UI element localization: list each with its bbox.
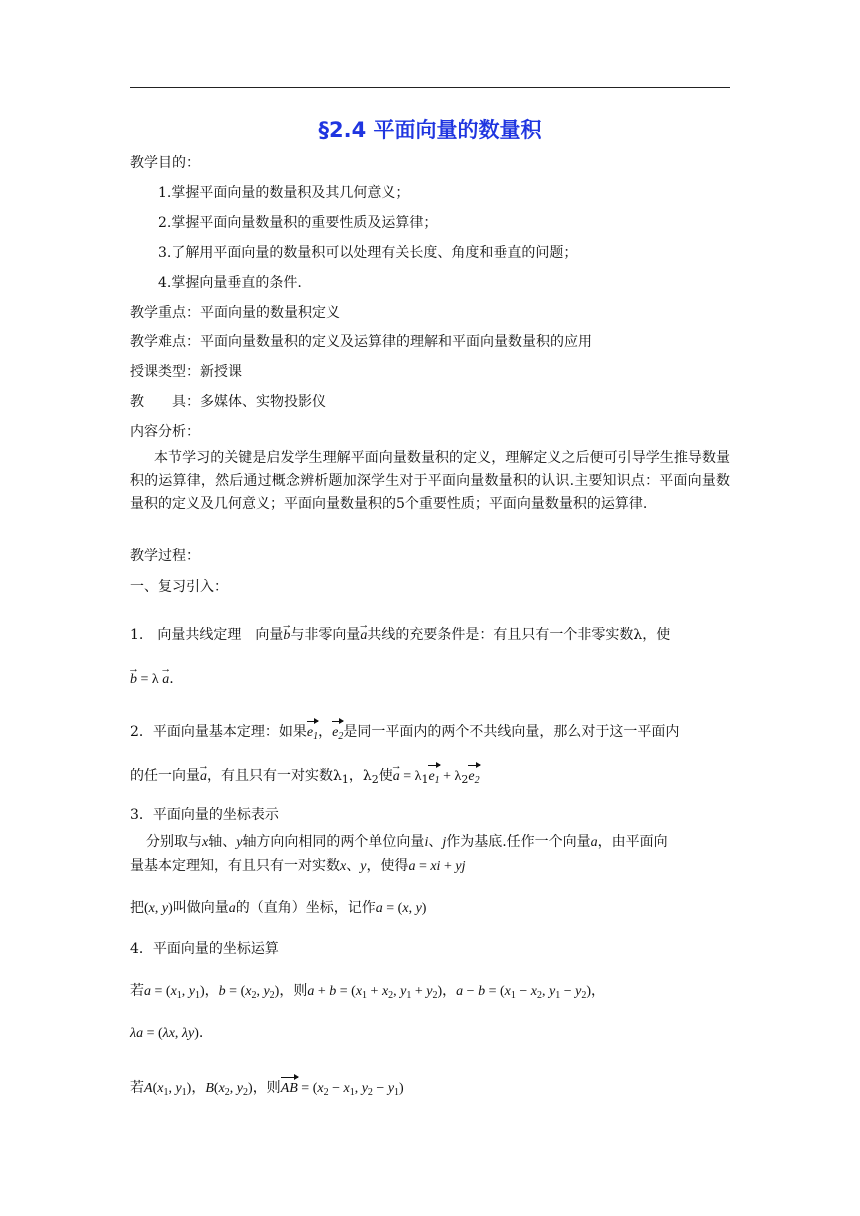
key-point: 教学重点：平面向量的数量积定义: [130, 305, 340, 321]
item-3-line-2: 量基本定理知，有且只有一对实数x、y，使得a = xi + yj: [130, 858, 466, 874]
objective-4: 4.掌握向量垂直的条件.: [158, 275, 302, 291]
process-label: 教学过程：: [130, 548, 200, 564]
analysis-label: 内容分析：: [130, 424, 200, 440]
item-4-heading: 4．平面向量的坐标运算: [130, 941, 279, 957]
item-3-line-3: 把(x, y)叫做向量a的（直角）坐标，记作a = (x, y): [130, 900, 427, 916]
item-3-line-1: 分别取与x轴、y轴方向向相同的两个单位向量i、j作为基底.任作一个向量a，由平面向: [146, 834, 668, 850]
objective-3: 3.了解用平面向量的数量积可以处理有关长度、角度和垂直的问题；: [158, 245, 578, 261]
page-title: §2.4 平面向量的数量积: [318, 118, 542, 142]
item-1-formula: → b = λ → a.: [130, 669, 174, 690]
item-4-line-1: 若$a = (x_1$, $y_1$)，$b = (x_2$, $y_2$)，则$a + b = (x_1 + x_2$, $y_1 + y_2$)，$a - b = (x_1 - x_2$, $y_1 - y_2$)，: [130, 983, 605, 1001]
analysis-paragraph: 本节学习的关键是启发学生理解平面向量数量积的定义，理解定义之后便可引导学生推导数量积的运算律，然后通过概念辨析题加深学生对于平面向量数量积的认识.主要知识点：平面向量数量积的定义及几何意义；平面向量数量积的5个重要性质；平面向量数量积的运算律.: [130, 450, 730, 512]
lesson-type: 授课类型：新授课: [130, 364, 242, 380]
item-2-line-2: 的任一向量→ a，有且只有一对实数$\lambda_1$，$\lambda_2$使→ $a = \lambda_1e_1 + \lambda_2e_2$: [130, 766, 480, 791]
section-heading-review: 一、复习引入：: [130, 579, 228, 595]
difficulty: 教学难点：平面向量数量积的定义及运算律的理解和平面向量数量积的应用: [130, 334, 592, 350]
item-4-line-2: λa = (λx, λy).: [130, 1025, 204, 1041]
vector-b: → b: [283, 626, 290, 646]
objective-2: 2.掌握平面向量数量积的重要性质及运算律；: [158, 215, 438, 231]
item-2-line: 2．平面向量基本定理：如果$e_1$，$e_2$是同一平面内的两个不共线向量，那么对于这一平面内: [130, 722, 679, 747]
item-3-heading: 3．平面向量的坐标表示: [130, 807, 279, 823]
vector-a: → a: [360, 626, 367, 646]
objective-1: 1.掌握平面向量的数量积及其几何意义；: [158, 185, 410, 201]
objectives-label: 教学目的：: [130, 155, 200, 171]
item-4-line-3: 若$A(x_1$, $y_1$)，$B(x_2$, $y_2$)，则AB = ($x_2 - x_1$, $y_2 - y_1$): [130, 1080, 404, 1098]
tools: 教 具：多媒体、实物投影仪: [130, 394, 326, 410]
item-1-line: 1. 向量共线定理 向量→ b与非零向量→ a共线的充要条件是：有且只有一个非零实数λ，使: [130, 625, 670, 646]
header-rule: [130, 87, 730, 88]
